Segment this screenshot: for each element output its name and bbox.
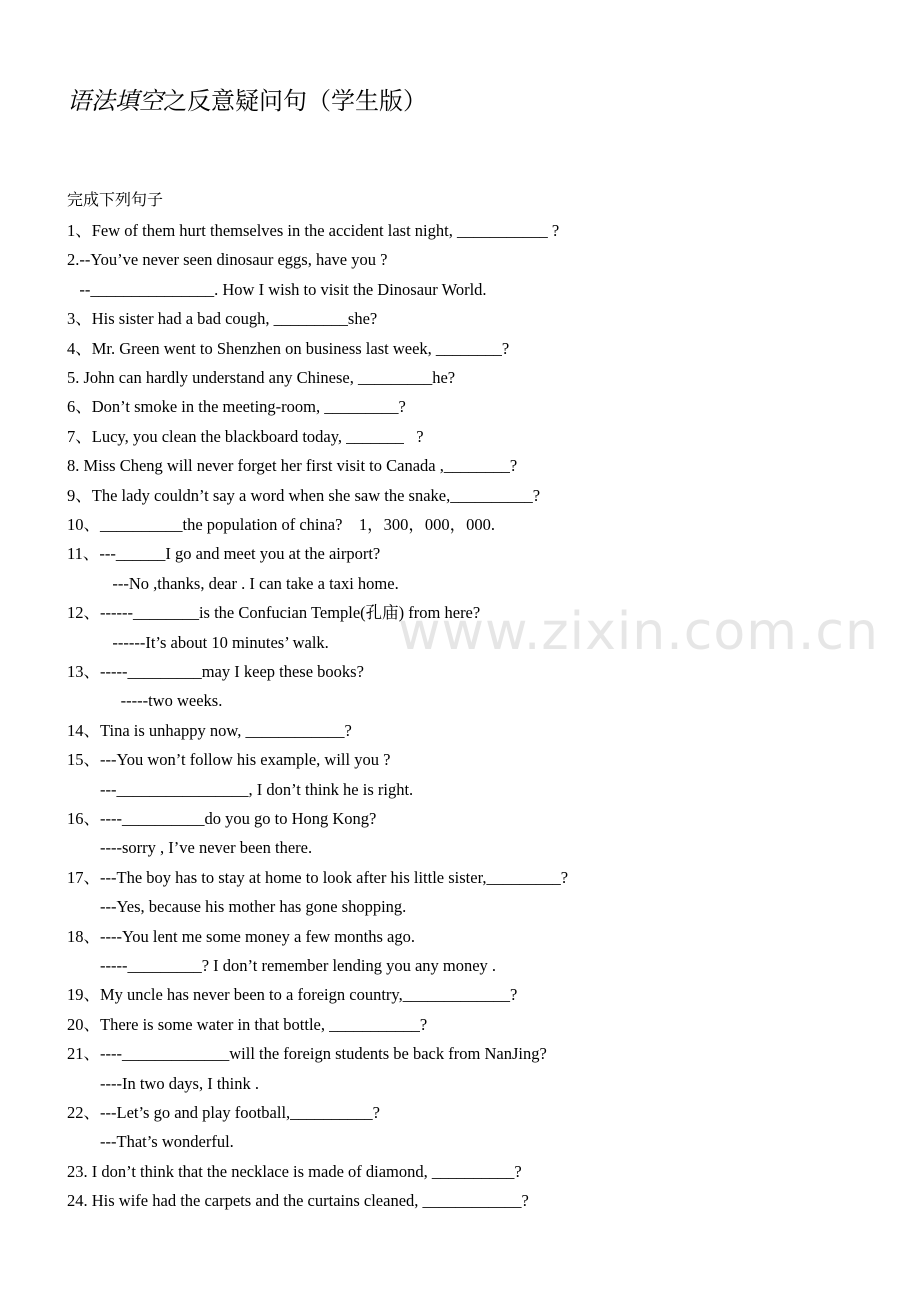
document-title-rest: 之反意疑问句（学生版） <box>163 87 427 115</box>
exercise-line: 22、---Let’s go and play football,__________? <box>67 1103 380 1122</box>
exercise-line: 14、Tina is unhappy now, ____________? <box>67 720 352 740</box>
exercise-line: 19、My uncle has never been to a foreign country,_____________? <box>67 985 518 1005</box>
exercise-line: ---________________, I don’t think he is right. <box>67 779 414 799</box>
section-heading: 完成下列句子 <box>67 190 164 209</box>
exercise-line: 23. I don’t think that the necklace is made of diamond, __________? <box>67 1161 522 1181</box>
exercise-line: -----_________? I don’t remember lending you any money . <box>67 956 497 975</box>
exercise-line: 18、----You lent me some money a few months ago. <box>67 926 415 946</box>
exercise-line: 17、---The boy has to stay at home to look after his little sister,_________? <box>67 867 569 887</box>
exercise-line: 3、His sister had a bad cough, _________she? <box>67 309 378 329</box>
exercise-line: 1、Few of them hurt themselves in the accident last night, ___________ ? <box>67 221 560 240</box>
document-title-italic-part: 语法填空 <box>67 87 163 115</box>
exercise-line: 15、---You won’t follow his example, will you ? <box>67 750 391 770</box>
exercise-line: 16、----__________do you go to Hong Kong? <box>67 809 377 828</box>
exercise-line: 12、------________is the Confucian Temple(孔庙) from here? <box>67 603 481 623</box>
exercise-line: 10、__________the population of china? 1，300，000，000. <box>67 515 496 534</box>
exercise-line: 4、Mr. Green went to Shenzhen on business last week, ________? <box>67 338 510 358</box>
exercise-line: 9、The lady couldn’t say a word when she saw the snake,__________? <box>67 485 541 505</box>
exercise-line: 6、Don’t smoke in the meeting-room, _________? <box>67 397 406 417</box>
watermark: www.zixin.com.cn <box>398 602 879 662</box>
exercise-line: ----sorry , I’ve never been there. <box>67 838 313 858</box>
exercise-line: ------It’s about 10 minutes’ walk. <box>67 632 329 652</box>
exercise-line: 7、Lucy, you clean the blackboard today, _______ ? <box>67 426 424 446</box>
exercise-line: 2.--You’ve never seen dinosaur eggs, have you ? <box>67 250 388 270</box>
exercise-line: 21、----_____________will the foreign students be back from NanJing? <box>67 1044 547 1064</box>
exercise-line: --_______________. How I wish to visit the Dinosaur World. <box>67 279 487 299</box>
exercise-line: 20、There is some water in that bottle, ___________? <box>67 1014 428 1034</box>
exercise-line: ---No ,thanks, dear . I can take a taxi home. <box>67 573 399 593</box>
exercise-line: ---Yes, because his mother has gone shopping. <box>67 897 407 917</box>
exercise-line: -----two weeks. <box>67 691 223 711</box>
exercise-line: ----In two days, I think . <box>67 1073 260 1093</box>
exercise-line: 5. John can hardly understand any Chinese, _________he? <box>67 368 456 387</box>
exercise-line: 8. Miss Cheng will never forget her first visit to Canada ,________? <box>67 456 518 476</box>
exercise-line: ---That’s wonderful. <box>67 1132 234 1152</box>
exercise-line: 11、---______I go and meet you at the airport? <box>67 544 381 564</box>
exercise-line: 13、-----_________may I keep these books? <box>67 662 364 681</box>
exercise-line: 24. His wife had the carpets and the curtains cleaned, ____________? <box>67 1191 529 1211</box>
